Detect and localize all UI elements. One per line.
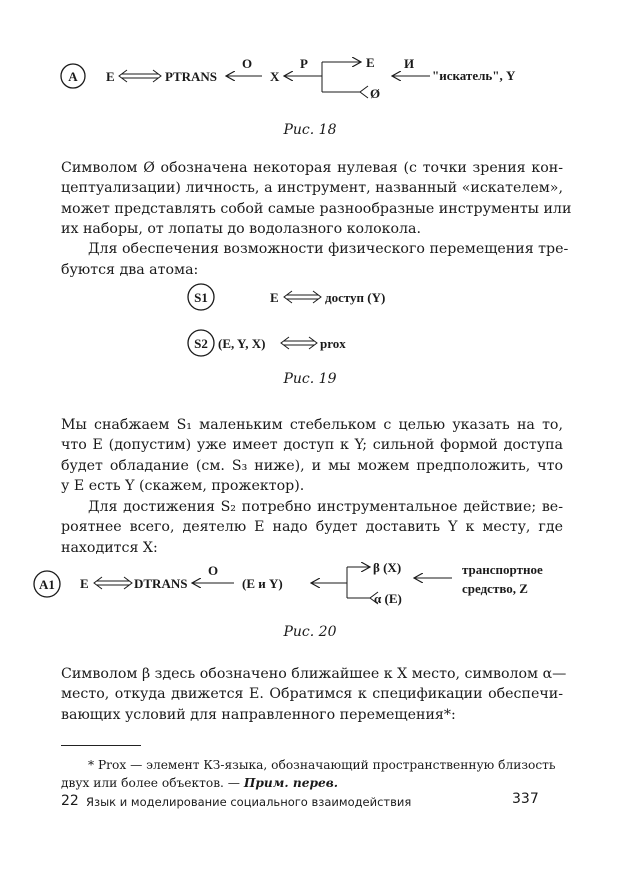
double-arrow [119, 70, 161, 82]
text-line: роятнее всего, деятелю E надо будет доставить Y к месту, где [61, 519, 563, 535]
to-label: E [366, 55, 375, 70]
s1-label: S1 [194, 290, 208, 305]
dtrans-label: DTRANS [134, 576, 188, 591]
text-line: будет обладание (см. S₃ ниже), и мы можем предположить, что [61, 458, 563, 474]
p-label: P [300, 56, 308, 71]
text-line: находится X: [61, 540, 158, 556]
instrument-label: "искатель", Y [432, 68, 516, 83]
figure-18-caption: Рис. 18 [283, 122, 337, 138]
instrument-label-2: средство, Z [462, 581, 528, 596]
footnote-divider [61, 745, 141, 746]
s2-rhs: prox [320, 336, 346, 351]
page-number: 337 [512, 791, 539, 807]
instrument-label-1: транспортное [462, 562, 543, 577]
s1-actor: E [270, 290, 279, 305]
figure-20-caption: Рис. 20 [283, 624, 337, 640]
figure-18 [61, 55, 516, 101]
text-line: Мы снабжаем S₁ маленьким стебельком с целью указать на то, [61, 417, 563, 433]
text-line: что E (допустим) уже имеет доступ к Y; сильной формой доступа [61, 437, 563, 453]
text-line: Для обеспечения возможности физического перемещения тре- [88, 241, 569, 257]
circle-a1: A1 [39, 577, 55, 592]
i-label: И [404, 56, 415, 71]
double-arrow [281, 337, 317, 349]
text-line: их наборы, от лопаты до водолазного колокола. [61, 221, 422, 237]
from-arrow [322, 86, 368, 98]
from-label: Ø [370, 86, 381, 101]
footnote-line: * Prox — элемент КЗ-языка, обозначающий пространственную близость [88, 758, 556, 772]
text-line: у E есть Y (скажем, прожектор). [61, 478, 305, 494]
double-arrow [94, 577, 132, 589]
ptrans-label: PTRANS [165, 69, 218, 84]
text-line: цептуализации) личность, а инструмент, названный «искателем», [61, 180, 563, 196]
figure-19-caption: Рис. 19 [283, 371, 337, 387]
s1-rhs: доступ (Y) [325, 290, 386, 305]
to-label: β (X) [373, 560, 402, 575]
figure-20 [34, 560, 543, 606]
text-line: место, откуда движется E. Обратимся к спецификации обеспечи- [61, 686, 563, 702]
o-label: O [242, 56, 253, 71]
circle-label: A [68, 69, 78, 84]
signature-mark: 22 [61, 793, 79, 809]
figure-19 [188, 284, 385, 356]
double-arrow [284, 291, 321, 303]
text-line: Символом β здесь обозначено ближайшее к X место, символом α— [61, 666, 567, 682]
text-line: Для достижения S₂ потребно инструментальное действие; ве- [88, 499, 563, 515]
o-label: O [208, 563, 219, 578]
actor-label: E [80, 576, 89, 591]
s2-lhs: (E, Y, X) [218, 336, 266, 351]
running-title: Язык и моделирование социального взаимодействия [86, 795, 412, 809]
text-line: вающих условий для направленного перемещения*: [61, 707, 456, 723]
translator-note: Прим. перев. [243, 776, 338, 790]
s2-label: S2 [194, 336, 208, 351]
footnote-line [61, 774, 338, 792]
x-label: X [270, 69, 280, 84]
actor-label: E [106, 69, 115, 84]
text-line: Символом Ø обозначена некоторая нулевая (с точки зрения кон- [61, 160, 563, 176]
text-line: буются два атома: [61, 262, 199, 278]
text-line: может представлять собой самые разнообразные инструменты или [61, 201, 572, 217]
from-label: α (E) [374, 591, 402, 606]
object-label: (E и Y) [242, 576, 283, 591]
footnote-text: двух или более объектов. — [61, 776, 244, 790]
